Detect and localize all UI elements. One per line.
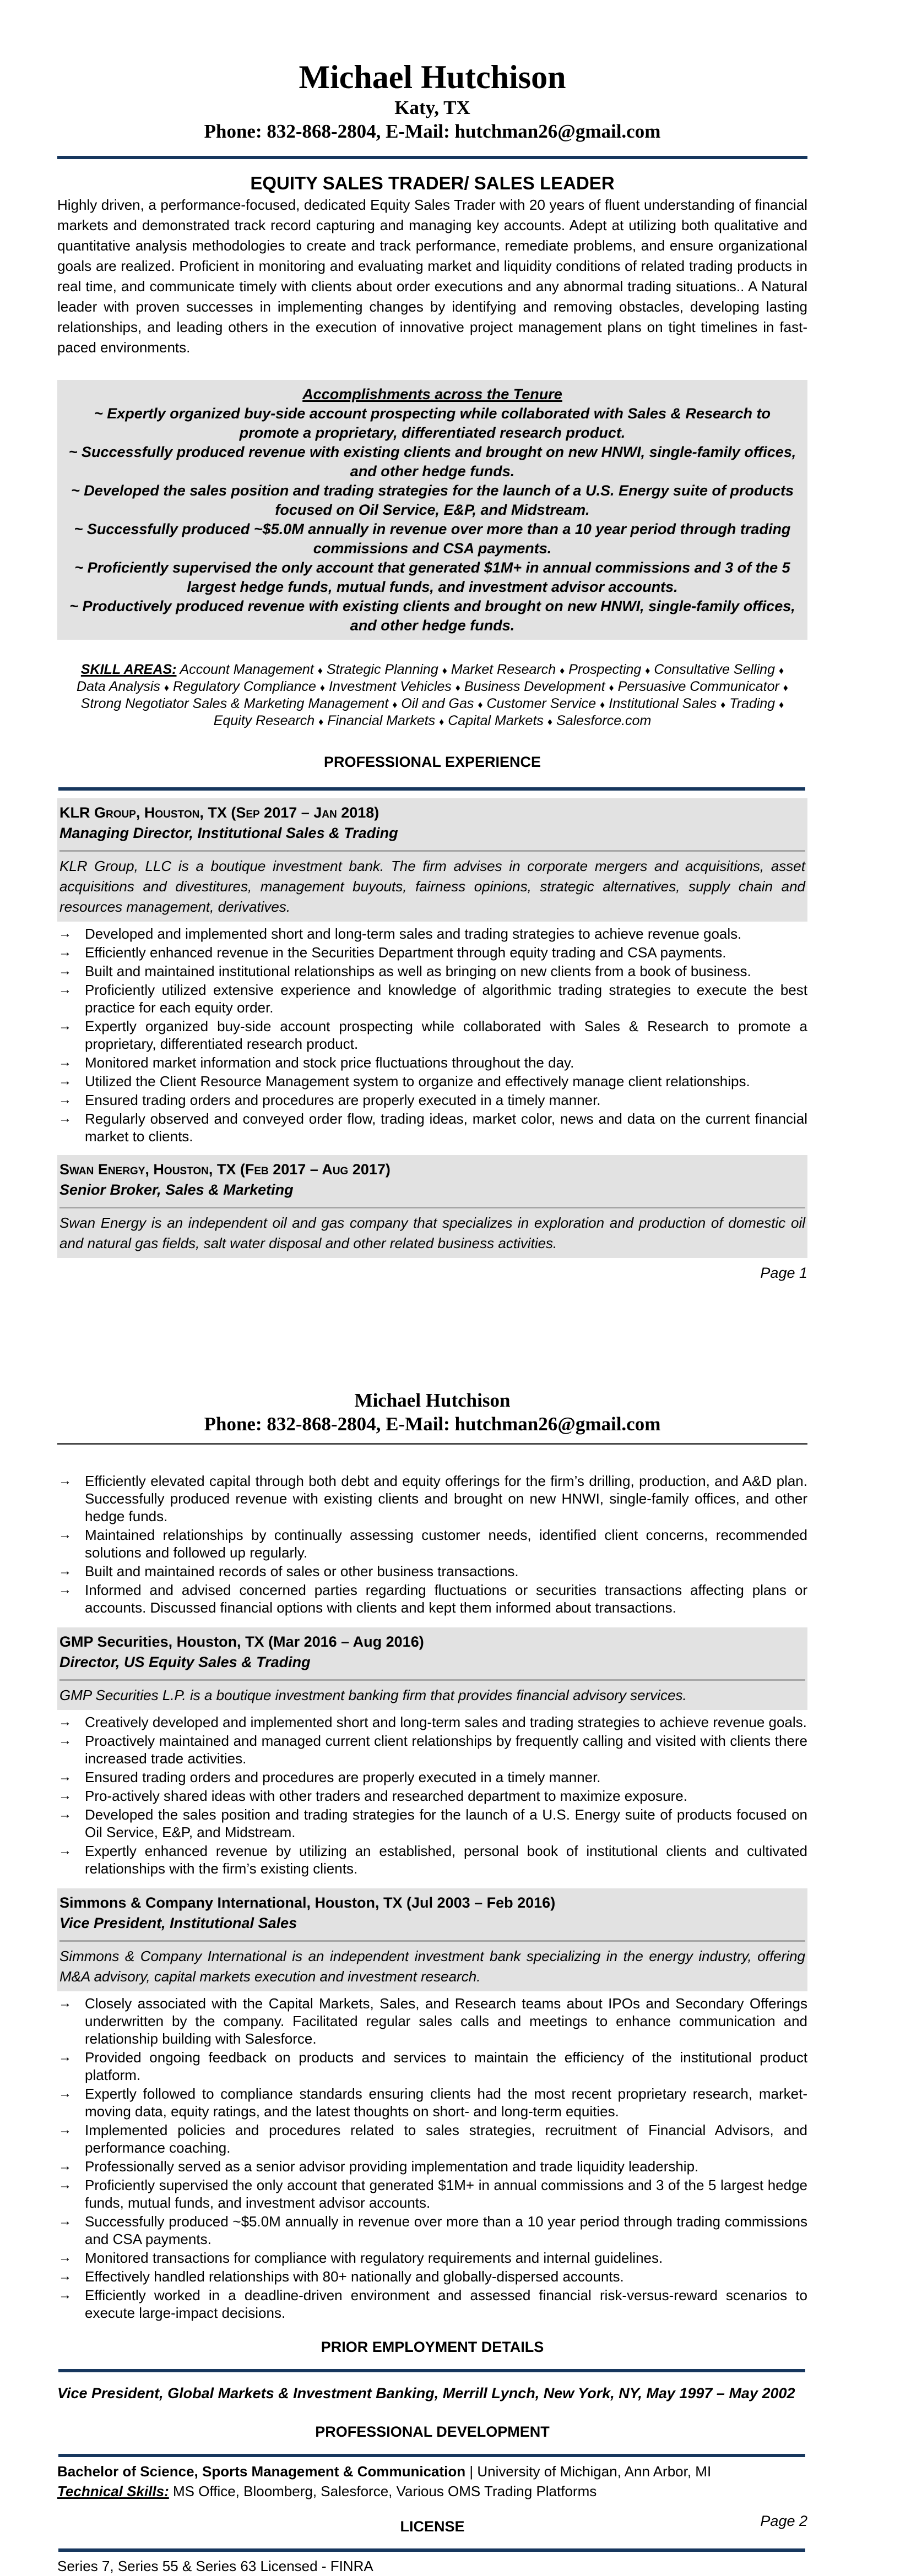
job-separator	[59, 1207, 805, 1208]
job-title: Director, US Equity Sales & Trading	[59, 1654, 311, 1670]
bullet-text: Built and maintained institutional relationships as well as bringing on new clients from a book of business.	[85, 963, 751, 979]
arrow-right-icon: →	[58, 1788, 72, 1803]
accomplishment-item: ~ Developed the sales position and trading strategies for the launch of a U.S. Energy suite of products focused on Oil Service, E&P, and Midstream.	[71, 482, 794, 518]
education-entry	[57, 2461, 807, 2481]
skill-item: Market Research	[451, 662, 556, 677]
arrow-right-icon: →	[58, 963, 72, 978]
accomplishment-item: ~ Expertly organized buy-side account prospecting while collaborated with Sales & Research to promote a proprietary, differentiated research product.	[94, 405, 771, 441]
bullet-text: Built and maintained records of sales or other business transactions.	[85, 1563, 519, 1580]
bullet-text: Ensured trading orders and procedures are properly executed in a timely manner.	[85, 1092, 601, 1108]
headline: EQUITY SALES TRADER/ SALES LEADER	[250, 173, 615, 193]
skill-item: Institutional Sales	[609, 696, 717, 711]
bullet-text: Proficiently utilized extensive experience and knowledge of algorithmic trading strategies to execute the best practice for each equity order.	[85, 982, 807, 1016]
skill-item: Prospecting	[568, 662, 642, 677]
skill-areas	[57, 662, 807, 730]
skill-item: Account Management	[180, 662, 314, 677]
skill-item: Data Analysis	[77, 679, 160, 694]
diamond-separator-icon: ♦	[164, 682, 170, 693]
skill-areas-list	[77, 662, 788, 728]
bullet-item	[57, 1072, 807, 1090]
arrow-right-icon: →	[58, 2177, 72, 2192]
bullet-text: Implemented policies and procedures related to sales strategies, recruitment of Financial Advisors, and performance coaching.	[85, 2122, 807, 2156]
arrow-right-icon: →	[58, 926, 72, 941]
bullet-item	[57, 1581, 807, 1616]
bullet-item	[57, 925, 807, 943]
bullet-item	[57, 1562, 807, 1580]
job-title: Vice President, Institutional Sales	[59, 1915, 297, 1931]
bullet-item	[57, 1732, 807, 1767]
skill-item: Equity Research	[213, 713, 315, 728]
diamond-separator-icon: ♦	[478, 699, 483, 710]
prior-employment-entry: Vice President, Global Markets & Investment Banking, Merrill Lynch, New York, NY, May 1997 – May 2002	[57, 2385, 795, 2401]
arrow-right-icon: →	[58, 1527, 72, 1542]
skill-item: Consultative Selling	[654, 662, 775, 677]
diamond-separator-icon: ♦	[317, 665, 323, 676]
bullet-text: Closely associated with the Capital Markets, Sales, and Research teams about IPOs and Secondary Offerings underwritten by the company. Facilitated regular sales calls and meetings to enhance communication and relationship building with Salesforce.	[85, 1995, 807, 2047]
bullet-item	[57, 944, 807, 961]
arrow-right-icon: →	[58, 2122, 72, 2137]
skill-item: Persuasive Communicator	[617, 679, 779, 694]
bullet-item	[57, 1054, 807, 1071]
job-header-gmp	[57, 1627, 807, 1710]
education-separator: |	[465, 2463, 478, 2480]
diamond-separator-icon: ♦	[547, 716, 553, 727]
arrow-right-icon: →	[58, 2159, 72, 2174]
accomplishments-title: Accomplishments across the Tenure	[302, 386, 562, 402]
arrow-right-icon: →	[58, 1074, 72, 1088]
bullet-text: Regularly observed and conveyed order flow, trading ideas, market color, news and data on the current financial market to clients.	[85, 1110, 807, 1145]
bullet-text: Provided ongoing feedback on products and services to maintain the efficiency of the institutional product platform.	[85, 2049, 807, 2083]
technical-skills-label: Technical Skills:	[57, 2483, 169, 2499]
page2-candidate-contact: Phone: 832-868-2804, E-Mail: hutchman26@gmail.com	[204, 1413, 661, 1435]
page2-header-divider	[57, 1443, 807, 1445]
arrow-right-icon: →	[58, 982, 72, 997]
arrow-right-icon: →	[58, 1714, 72, 1729]
job-separator	[59, 1940, 805, 1942]
candidate-name: Michael Hutchison	[299, 59, 566, 95]
diamond-separator-icon: ♦	[645, 665, 650, 676]
bullet-text: Pro-actively shared ideas with other traders and researched department to maximize exposure.	[85, 1788, 687, 1804]
job-bullets	[57, 1472, 807, 1616]
job-bullets	[57, 1713, 807, 1877]
job-bullets	[57, 1995, 807, 2322]
job-company: KLR Group, Houston, TX (Sep 2017 – Jan 2018)	[59, 804, 379, 821]
skill-item: Business Development	[464, 679, 605, 694]
arrow-right-icon: →	[58, 1055, 72, 1070]
bullet-item	[57, 1842, 807, 1877]
diamond-separator-icon: ♦	[455, 682, 460, 693]
degree: Bachelor of Science, Sports Management & Communication	[57, 2463, 466, 2480]
skill-item: Capital Markets	[448, 713, 544, 728]
job-description: GMP Securities L.P. is a boutique investment banking firm that provides financial advisory services.	[59, 1687, 687, 1703]
skill-item: Salesforce.com	[556, 713, 652, 728]
arrow-right-icon: →	[58, 1111, 72, 1126]
bullet-text: Proficiently supervised the only account that generated $1M+ in annual commissions and 3 of the 5 largest hedge funds, mutual funds, and investment advisor accounts.	[85, 2177, 807, 2211]
bullet-text: Successfully produced ~$5.0M annually in revenue over more than a 10 year period through trading commissions and CSA payments.	[85, 2213, 807, 2247]
skill-item: Customer Service	[486, 696, 597, 711]
diamond-separator-icon: ♦	[779, 699, 784, 710]
bullet-text: Efficiently elevated capital through both debt and equity offerings for the firm’s drilling, production, and A&D plan. Successfully produced revenue with existing clients and brought on new HNWI, single-family offices, and other hedge funds.	[85, 1473, 807, 1524]
diamond-separator-icon: ♦	[609, 682, 614, 693]
accomplishment-item: ~ Productively produced revenue with existing clients and brought on new HNWI, single-family offices, and other hedge funds.	[69, 598, 795, 634]
arrow-right-icon: →	[58, 1843, 72, 1858]
job-company: Simmons & Company International, Houston, TX (Jul 2003 – Feb 2016)	[59, 1894, 556, 1911]
diamond-separator-icon: ♦	[318, 716, 324, 727]
arrow-right-icon: →	[58, 1769, 72, 1784]
job-description: KLR Group, LLC is a boutique investment bank. The firm advises in corporate mergers and acquisitions, asset acquisitions and divestitures, management buyouts, fairness opinions, strategic alternatives, supply chain and resources management, derivatives.	[59, 858, 805, 915]
technical-skills-value: MS Office, Bloomberg, Salesforce, Various OMS Trading Platforms	[169, 2483, 597, 2499]
license-entry: Series 7, Series 55 & Series 63 Licensed - FINRA	[57, 2558, 373, 2574]
school: University of Michigan, Ann Arbor, MI	[477, 2463, 712, 2480]
page2-candidate-name: Michael Hutchison	[354, 1390, 511, 1411]
arrow-right-icon: →	[58, 2214, 72, 2229]
bullet-item	[57, 2249, 807, 2267]
arrow-right-icon: →	[58, 1733, 72, 1748]
arrow-right-icon: →	[58, 2269, 72, 2284]
arrow-right-icon: →	[58, 2050, 72, 2065]
section-title-prior-employment: PRIOR EMPLOYMENT DETAILS	[321, 2339, 544, 2355]
job-separator	[59, 1679, 805, 1681]
arrow-right-icon: →	[58, 1473, 72, 1488]
job-description: Simmons & Company International is an independent investment bank specializing in the energy industry, offering M&A advisory, capital markets execution and investment research.	[59, 1948, 805, 1985]
job-title: Senior Broker, Sales & Marketing	[59, 1181, 294, 1198]
bullet-text: Monitored transactions for compliance with regulatory requirements and internal guidelines.	[85, 2250, 663, 2266]
bullet-item	[57, 2176, 807, 2212]
bullet-text: Ensured trading orders and procedures are properly executed in a timely manner.	[85, 1769, 601, 1785]
skill-item: Strong Negotiator Sales & Marketing Management	[80, 696, 389, 711]
diamond-separator-icon: ♦	[778, 665, 784, 676]
page-2	[0, 1288, 911, 2574]
bullet-item	[57, 2158, 807, 2175]
arrow-right-icon: →	[58, 2086, 72, 2101]
bullet-item	[57, 2121, 807, 2156]
skill-item: Strategic Planning	[326, 662, 438, 677]
skill-item: Oil and Gas	[401, 696, 474, 711]
job-description: Swan Energy is an independent oil and gas company that specializes in exploration and production of domestic oil and natural gas fields, salt water disposal and other related business activities.	[59, 1215, 805, 1251]
bullet-item	[57, 1472, 807, 1525]
job-company: Swan Energy, Houston, TX (Feb 2017 – Aug 2017)	[59, 1161, 391, 1178]
job-company: GMP Securities, Houston, TX (Mar 2016 – Aug 2016)	[59, 1633, 424, 1650]
bullet-text: Utilized the Client Resource Management system to organize and effectively manage client relationships.	[85, 1073, 750, 1090]
diamond-separator-icon: ♦	[720, 699, 726, 710]
bullet-item	[57, 1110, 807, 1145]
section-divider	[58, 787, 805, 791]
accomplishment-item: ~ Successfully produced revenue with existing clients and brought on new HNWI, single-family offices, and other hedge funds.	[68, 444, 796, 480]
bullet-text: Effectively handled relationships with 80+ nationally and globally-dispersed accounts.	[85, 2268, 624, 2285]
arrow-right-icon: →	[58, 2288, 72, 2302]
bullet-item	[57, 1713, 807, 1731]
section-title-license: LICENSE	[400, 2518, 465, 2535]
bullet-text: Efficiently worked in a deadline-driven environment and assessed financial risk-versus-reward scenarios to execute large-impact decisions.	[85, 2287, 807, 2321]
arrow-right-icon: →	[58, 2250, 72, 2265]
bullet-item	[57, 2213, 807, 2248]
bullet-item	[57, 1787, 807, 1805]
bullet-item	[57, 2268, 807, 2285]
arrow-right-icon: →	[58, 1092, 72, 1107]
bullet-text: Expertly organized buy-side account prospecting while collaborated with Sales & Research to promote a proprietary, differentiated research product.	[85, 1018, 807, 1052]
bullet-text: Maintained relationships by continually assessing customer needs, identified client concerns, recommended solutions and followed up regularly.	[85, 1527, 807, 1561]
section-divider	[58, 2369, 805, 2372]
skill-item: Trading	[729, 696, 776, 711]
skill-item: Financial Markets	[327, 713, 436, 728]
candidate-city: Katy, TX	[394, 97, 470, 118]
bullet-text: Expertly enhanced revenue by utilizing an established, personal book of institutional clients and cultivated relationships with the firm’s existing clients.	[85, 1843, 807, 1877]
job-separator	[59, 850, 805, 852]
bullet-item	[57, 1995, 807, 2047]
bullet-item	[57, 2286, 807, 2322]
bullet-text: Developed and implemented short and long-term sales and trading strategies to achieve revenue goals.	[85, 925, 742, 942]
job-header-simmons	[57, 1888, 807, 1991]
accomplishments-box	[57, 380, 807, 640]
diamond-separator-icon: ♦	[560, 665, 565, 676]
bullet-text: Proactively maintained and managed current client relationships by frequently calling and visited with clients there increased trade activities.	[85, 1733, 807, 1767]
diamond-separator-icon: ♦	[783, 682, 788, 693]
bullet-text: Efficiently enhanced revenue in the Securities Department through equity trading and CSA payments.	[85, 944, 726, 961]
bullet-item	[57, 2085, 807, 2120]
job-title: Managing Director, Institutional Sales & Trading	[59, 825, 398, 841]
job-bullets	[57, 925, 807, 1145]
candidate-contact: Phone: 832-868-2804, E-Mail: hutchman26@gmail.com	[204, 121, 661, 142]
bullet-text: Developed the sales position and trading strategies for the launch of a U.S. Energy suite of products focused on Oil Service, E&P, and Midstream.	[85, 1806, 807, 1840]
arrow-right-icon: →	[58, 1996, 72, 2011]
accomplishment-item: ~ Successfully produced ~$5.0M annually in revenue over more than a 10 year period through trading commissions and CSA payments.	[74, 521, 791, 557]
section-divider	[58, 2548, 805, 2552]
section-title-experience: PROFESSIONAL EXPERIENCE	[323, 754, 541, 770]
bullet-item	[57, 1768, 807, 1786]
section-divider	[58, 2454, 805, 2457]
accomplishment-item: ~ Proficiently supervised the only account that generated $1M+ in annual commissions and 3 of the 5 largest hedge funds, mutual funds, and investment advisor accounts.	[74, 559, 790, 595]
diamond-separator-icon: ♦	[319, 682, 326, 693]
bullet-item	[57, 981, 807, 1016]
page-number: Page 2	[760, 2513, 807, 2529]
bullet-item	[57, 2049, 807, 2084]
technical-skills	[57, 2481, 807, 2501]
bullet-text: Informed and advised concerned parties regarding fluctuations or securities transactions affecting plans or accounts. Discussed financial options with clients and kept them informed about transactions.	[85, 1582, 807, 1616]
job-header-klr	[57, 798, 807, 922]
summary-paragraph: Highly driven, a performance-focused, dedicated Equity Sales Trader with 20 years of fluent understanding of financial markets and demonstrated track record capturing and managing key accounts. Adept at utilizing both qualitative and quantitative analysis methodologies to create and track performance, remediate problems, and ensure organizational goals are realized. Proficient in monitoring and evaluating market and liquidity conditions of related trading products in real time, and communicate timely with clients about order executions and any abnormal trading situations.. A Natural leader with proven successes in implementing changes by identifying and removing obstacles, developing lasting relationships, and leading others in the execution of innovative project management plans on tight timelines in fast-paced environments.	[57, 197, 807, 356]
job-header-swan	[57, 1155, 807, 1258]
header-divider	[57, 156, 807, 159]
bullet-item	[57, 1091, 807, 1109]
bullet-text: Monitored market information and stock price fluctuations throughout the day.	[85, 1054, 574, 1071]
page-number: Page 1	[760, 1265, 807, 1281]
bullet-item	[57, 1526, 807, 1561]
bullet-text: Expertly followed to compliance standards ensuring clients had the most recent proprietary research, market-moving data, equity ratings, and the latest thoughts on short- and long-term equities.	[85, 2085, 807, 2120]
diamond-separator-icon: ♦	[392, 699, 398, 710]
section-title-professional-development: PROFESSIONAL DEVELOPMENT	[315, 2423, 550, 2440]
skill-item: Regulatory Compliance	[173, 679, 316, 694]
arrow-right-icon: →	[58, 1582, 72, 1597]
bullet-text: Professionally served as a senior advisor providing implementation and trade liquidity leadership.	[85, 2158, 699, 2175]
skill-item: Investment Vehicles	[328, 679, 452, 694]
arrow-right-icon: →	[58, 1807, 72, 1822]
diamond-separator-icon: ♦	[442, 665, 447, 676]
arrow-right-icon: →	[58, 1564, 72, 1578]
skill-areas-label: SKILL AREAS:	[80, 662, 177, 677]
arrow-right-icon: →	[58, 945, 72, 960]
bullet-text: Creatively developed and implemented short and long-term sales and trading strategies to achieve revenue goals.	[85, 1714, 807, 1730]
bullet-item	[57, 1806, 807, 1841]
diamond-separator-icon: ♦	[439, 716, 444, 727]
arrow-right-icon: →	[58, 1019, 72, 1033]
bullet-item	[57, 962, 807, 980]
bullet-item	[57, 1017, 807, 1053]
diamond-separator-icon: ♦	[600, 699, 605, 710]
